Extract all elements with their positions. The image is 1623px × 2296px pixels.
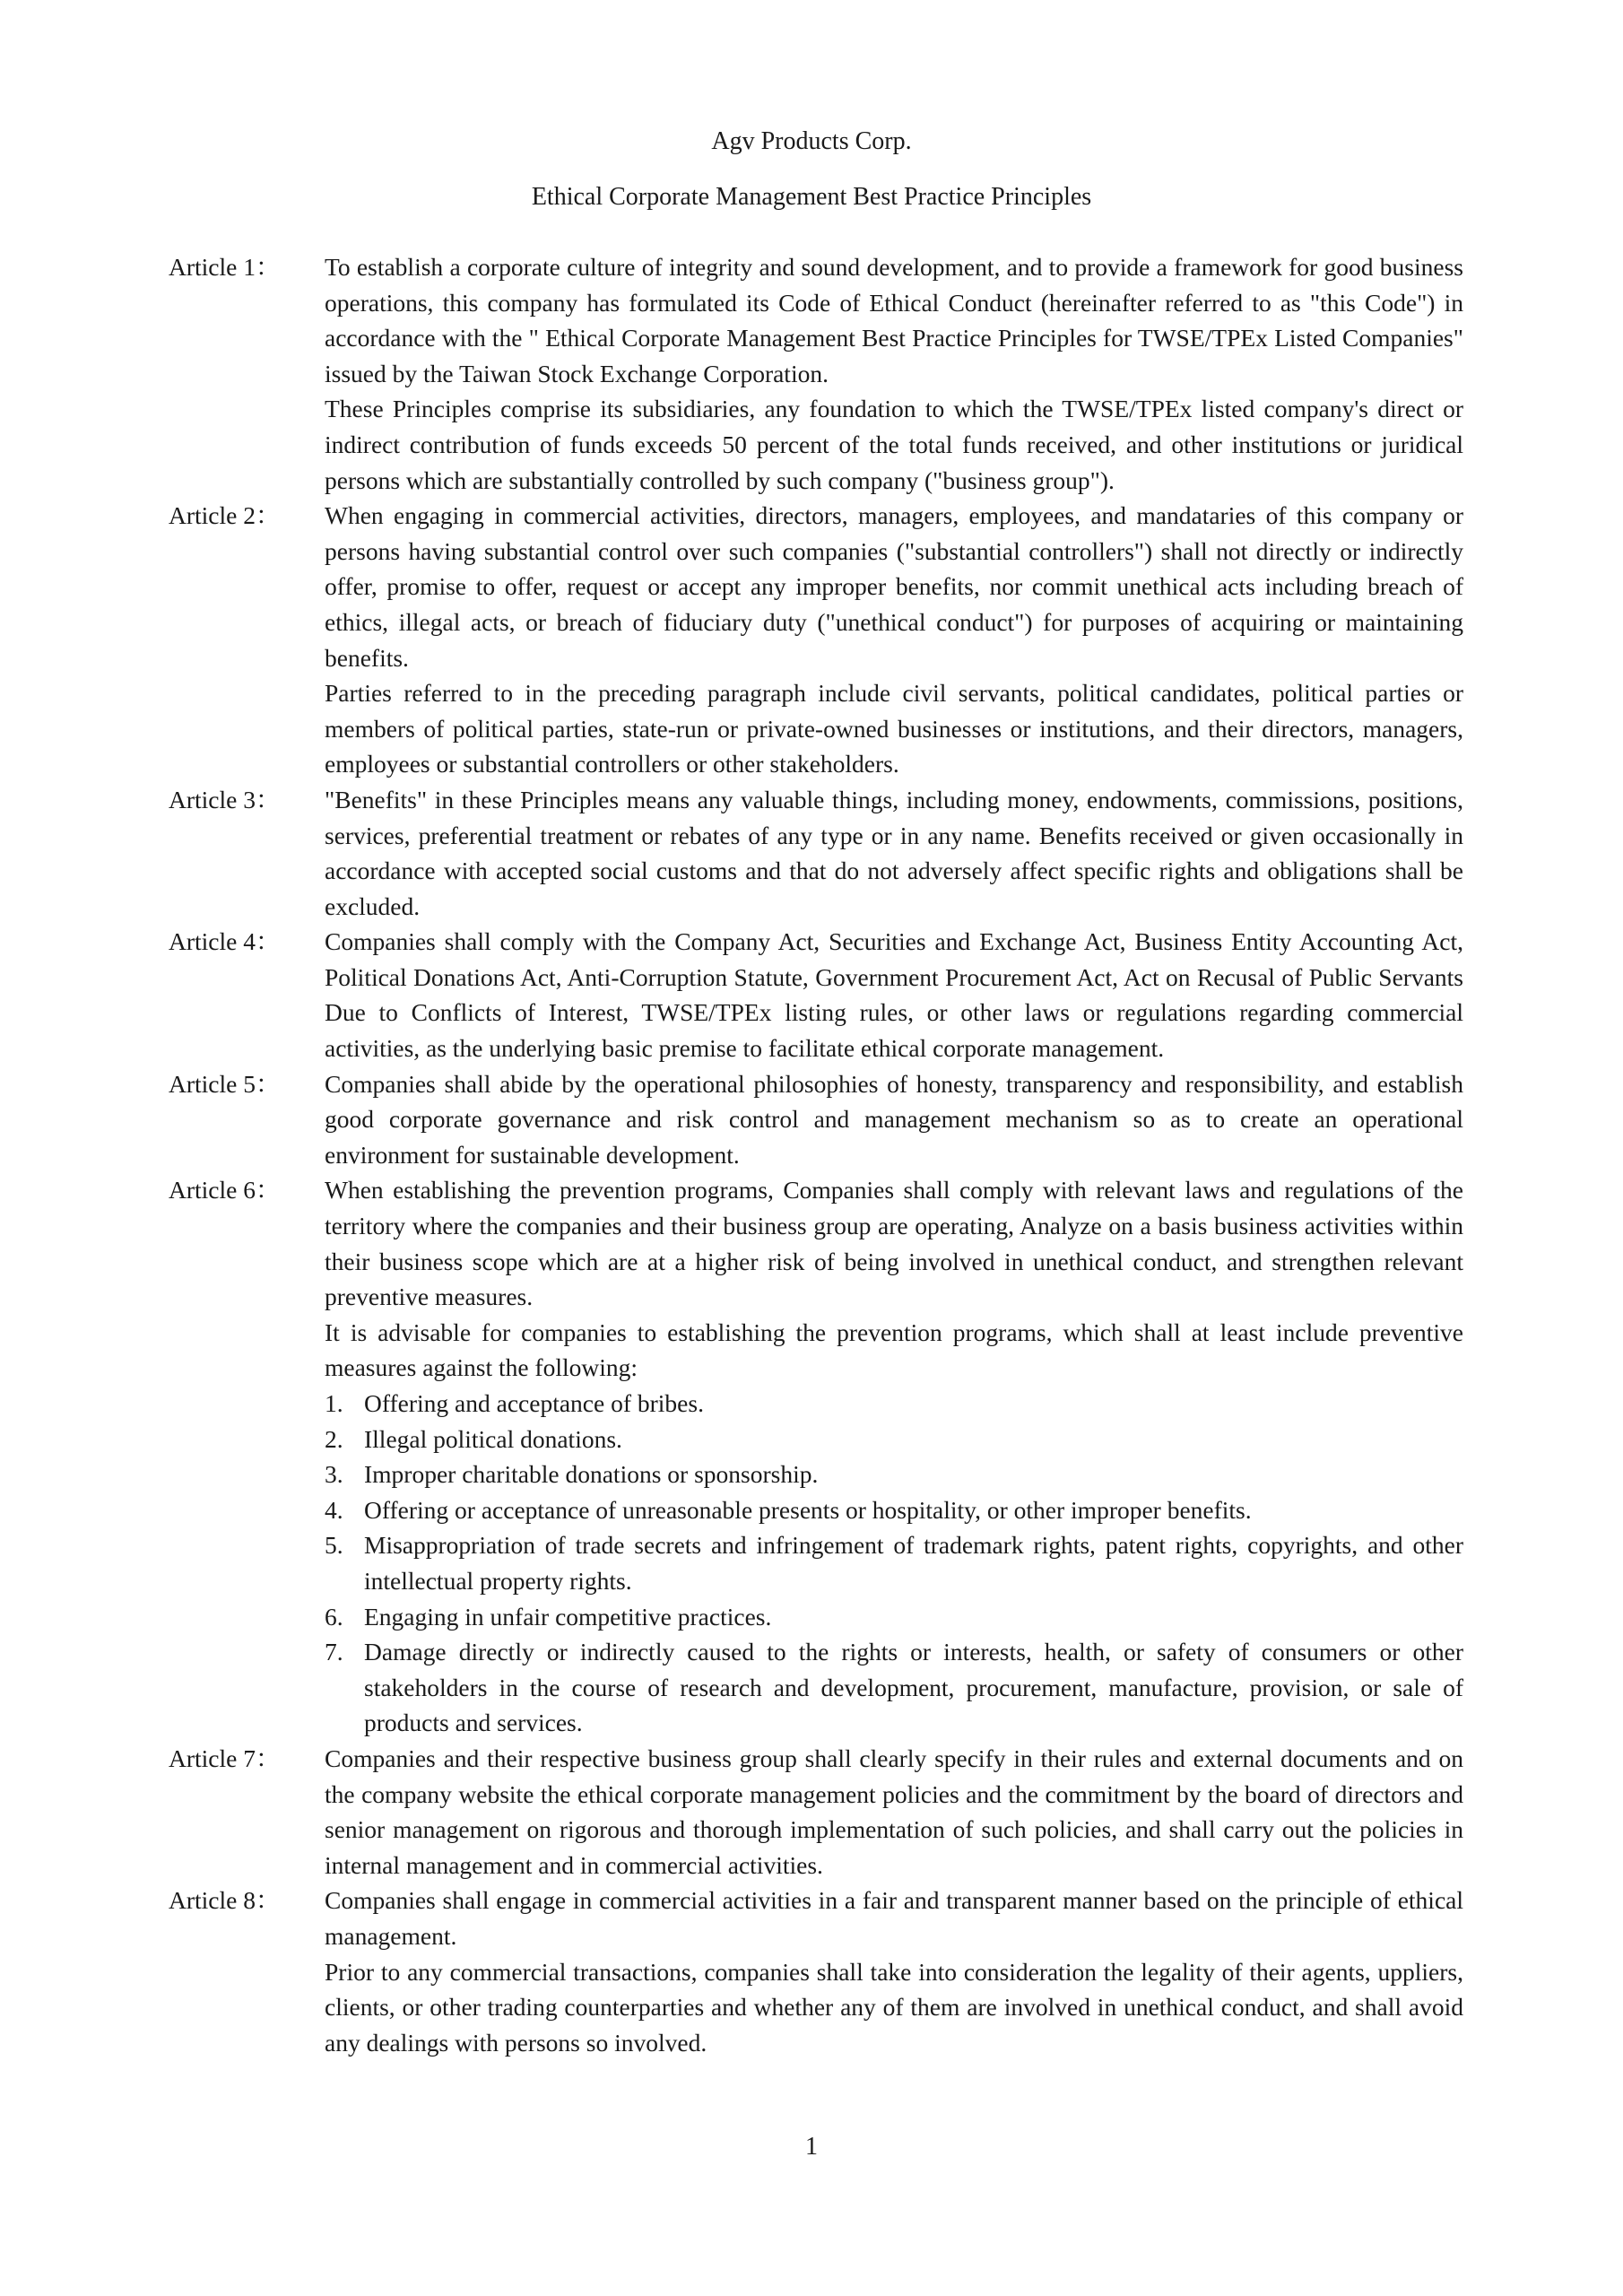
page-number: 1 <box>805 2133 818 2161</box>
article-paragraph: Companies shall engage in commercial activities in a fair and transparent manner based on the principle of ethical management. <box>325 1886 1463 1950</box>
article-7 <box>169 1741 1463 1883</box>
article-body <box>325 782 1463 924</box>
list-text: Offering and acceptance of bribes. <box>364 1389 704 1417</box>
article-6 <box>169 1172 1463 1741</box>
article-paragraph: Companies shall comply with the Company Act, Securities and Exchange Act, Business Entity Accounting Act, Political Donations Act, Anti-Corruption Statute, Government Procurement Act, Act on Recusal of Public Servants Due to Conflicts of Interest, TWSE/TPEx listing rules, or other laws or regulations regarding commercial activities, as the underlying basic premise to facilitate ethical corporate management. <box>325 927 1463 1063</box>
list-item <box>325 1527 1463 1598</box>
list-text: Improper charitable donations or sponsorship. <box>364 1460 819 1489</box>
article-label: Article 2： <box>169 501 281 530</box>
list-item <box>325 1599 1463 1635</box>
article-paragraph: Prior to any commercial transactions, companies shall take into consideration the legality of their agents, uppliers, clients, or other trading counterparties and whether any of them are involved in unethical conduct, and shall avoid any dealings with persons so involved. <box>325 1957 1463 2057</box>
article-body <box>325 1741 1463 1883</box>
articles-list <box>169 249 1463 2060</box>
article-paragraph: These Principles comprise its subsidiaries, any foundation to which the TWSE/TPEx listed company's direct or indirect contribution of funds exceeds 50 percent of the total funds received, and other institutions or juridical persons which are substantially controlled by such company ("business group"). <box>325 395 1463 494</box>
list-number: 3. <box>325 1460 343 1489</box>
article-1 <box>169 249 1463 498</box>
article-8 <box>169 1883 1463 2060</box>
article-3 <box>169 782 1463 924</box>
list-item <box>325 1457 1463 1492</box>
article-4 <box>169 924 1463 1065</box>
article-paragraph: It is advisable for companies to establishing the prevention programs, which shall at least include preventive measures against the following: <box>325 1318 1463 1382</box>
article-label: Article 5： <box>169 1069 281 1098</box>
list-text: Offering or acceptance of unreasonable presents or hospitality, or other improper benefits. <box>364 1495 1252 1524</box>
article-2 <box>169 498 1463 782</box>
article-body <box>325 1172 1463 1741</box>
article-paragraph: When establishing the prevention programs, Companies shall comply with relevant laws and regulations of the territory where the companies and their business group are operating, Analyze on a basis business activities within their business scope which are at a higher risk of being involved in unethical conduct, and strengthen relevant preventive measures. <box>325 1176 1463 1311</box>
article-body <box>325 498 1463 782</box>
document-header <box>0 124 1623 235</box>
list-number: 2. <box>325 1424 343 1453</box>
list-number: 1. <box>325 1389 343 1417</box>
article-body <box>325 249 1463 498</box>
article-label: Article 8： <box>169 1886 281 1915</box>
article-label: Article 6： <box>169 1176 281 1205</box>
article-body <box>325 924 1463 1065</box>
article-body <box>325 1066 1463 1173</box>
article-paragraph: "Benefits" in these Principles means any valuable things, including money, endowments, commissions, positions, services, preferential treatment or rebates of any type or in any name. Benefits received or given occasionally in accordance with accepted social customs and that do not adversely affect specific rights and obligations shall be excluded. <box>325 785 1463 920</box>
list-text: Misappropriation of trade secrets and infringement of trademark rights, patent rights, copyrights, and other intellectual property rights. <box>364 1531 1463 1595</box>
article-paragraph: Companies and their respective business group shall clearly specify in their rules and external documents and on the company website the ethical corporate management policies and the commitment by the board of directors and senior management on rigorous and thorough implementation of such policies, and shall carry out the policies in internal management and in commercial activities. <box>325 1744 1463 1879</box>
list-number: 6. <box>325 1602 343 1631</box>
article-label: Article 1： <box>169 253 281 281</box>
article-paragraph: Parties referred to in the preceding paragraph include civil servants, political candidates, political parties or members of political parties, state-run or private-owned businesses or institutions, and their directors, managers, employees or substantial controllers or other stakeholders. <box>325 679 1463 778</box>
article-5 <box>169 1066 1463 1173</box>
article-label: Article 7： <box>169 1744 281 1772</box>
document-title: Ethical Corporate Management Best Practice Principles <box>531 183 1092 211</box>
list-number: 4. <box>325 1495 343 1524</box>
article-label: Article 4： <box>169 927 281 956</box>
list-item <box>325 1634 1463 1741</box>
company-name: Agv Products Corp. <box>711 127 912 155</box>
list-text: Damage directly or indirectly caused to the rights or interests, health, or safety of consumers or other stakeholders in the course of research and development, procurement, manufacture, provision, or sale of products and services. <box>364 1638 1463 1737</box>
list-number: 5. <box>325 1531 343 1560</box>
list-text: Illegal political donations. <box>364 1424 622 1453</box>
list-item <box>325 1492 1463 1528</box>
article-label: Article 3： <box>169 785 281 813</box>
list-number: 7. <box>325 1638 343 1666</box>
article-body <box>325 1883 1463 2060</box>
article-paragraph: Companies shall abide by the operational philosophies of honesty, transparency and responsibility, and establish good corporate governance and risk control and management mechanism so as to create an operational environment for sustainable development. <box>325 1069 1463 1169</box>
article-paragraph: When engaging in commercial activities, directors, managers, employees, and mandataries of this company or persons having substantial control over such companies ("substantial controllers") shall not directly or indirectly offer, promise to offer, request or accept any improper benefits, nor commit unethical acts including breach of ethics, illegal acts, or breach of fiduciary duty ("unethical conduct") for purposes of acquiring or maintaining benefits. <box>325 501 1463 672</box>
article-paragraph: To establish a corporate culture of integrity and sound development, and to provide a framework for good business operations, this company has formulated its Code of Ethical Conduct (hereinafter referred to as "this Code") in accordance with the " Ethical Corporate Management Best Practice Principles for TWSE/TPEx Listed Companies" issued by the Taiwan Stock Exchange Corporation. <box>325 253 1463 387</box>
list-item <box>325 1422 1463 1457</box>
list-item <box>325 1386 1463 1422</box>
list-text: Engaging in unfair competitive practices. <box>364 1602 772 1631</box>
